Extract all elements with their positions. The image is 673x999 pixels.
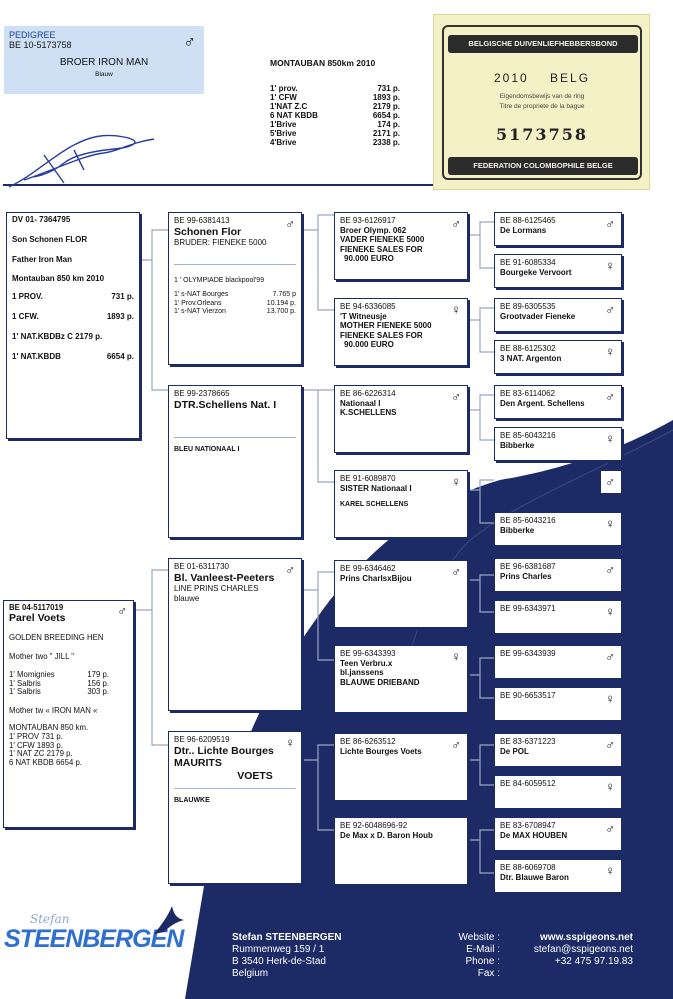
male-icon: ♂: [285, 216, 295, 231]
ring-number: BE 04-5117019: [9, 603, 64, 612]
pigeon-name: Schonen Flor: [174, 225, 242, 238]
gen4-card: [494, 298, 622, 332]
pedigree-label-box: [4, 26, 204, 94]
gen3-card: [334, 560, 468, 628]
result-row: 4'Brive 2338 p.: [270, 138, 400, 147]
pigeon-note: Teen Verbru.x: [340, 658, 393, 668]
pigeon-note: 1 ' OLYMPIADE blackpool'99: [174, 276, 265, 284]
pigeon-note: MAURITS: [174, 757, 222, 770]
pigeon-name: Den Argent. Schellens: [500, 398, 585, 408]
footer-address: Rummenweg 159 / 1: [232, 944, 325, 955]
male-icon: ♂: [117, 603, 127, 618]
result-row: 5'Brive 2171 p.: [270, 129, 400, 138]
pigeon-note: VOETS: [237, 769, 273, 782]
gen4-card: [494, 600, 622, 634]
pigeon-name: Prins Charles: [500, 571, 552, 581]
pigeon-note: blauwe: [174, 593, 200, 603]
pigeon-name: Bourgeke Vervoort: [500, 267, 572, 277]
certificate-number: 5173758: [496, 125, 588, 144]
gen4-card: [494, 385, 622, 419]
male-icon: ♂: [183, 32, 196, 51]
result-row: 1'NAT Z.C 2179 p.: [270, 102, 400, 111]
phone-number: +32 475 97.19.83: [554, 956, 633, 967]
ring-number: DV 01- 7364795: [12, 215, 71, 224]
pigeon-name: Grootvader Fieneke: [500, 311, 576, 321]
ring-number: BE 88-6125465: [500, 216, 556, 225]
ring-number: BE 85-6043216: [500, 516, 556, 525]
pigeon-name: Dtr.. Lichte Bourges: [174, 744, 274, 757]
pedigree-label: PEDIGREE: [9, 30, 56, 40]
pigeon-name: Bibberke: [500, 525, 535, 535]
gen4-card: [494, 775, 622, 809]
gen3-card: [334, 817, 468, 885]
gen3-card: [334, 385, 468, 453]
female-icon: ♀: [451, 474, 461, 489]
dam-line: 1' CFW 1893 p.: [9, 740, 63, 750]
ring-number: BE 84-6059512: [500, 779, 556, 788]
gen2-card: [168, 558, 302, 711]
ring-number: BE 93-6126917: [340, 216, 396, 225]
ring-number: BE 96-6209519: [174, 735, 230, 744]
pigeon-name: De MAX HOUBEN: [500, 830, 568, 840]
pigeon-note: SISTER Nationaal I: [340, 483, 412, 493]
sire-card: [6, 212, 140, 439]
gen4-card: [494, 817, 622, 851]
pigeon-note: FIENEKE SALES FOR: [340, 330, 423, 340]
certificate-top-bar: BELGISCHE DUIVENLIEFHEBBERSBOND: [448, 35, 638, 53]
ring-number: BE 92-6048696-92: [340, 821, 408, 830]
dam-line: MONTAUBAN 850 km.: [9, 723, 89, 733]
pigeon-note: 'T Witneusje: [340, 311, 387, 321]
gen3-card: [334, 645, 468, 713]
female-icon: ♀: [451, 302, 461, 317]
pigeon-name: Dtr. Blauwe Baron: [500, 872, 569, 882]
male-icon: ♂: [285, 562, 295, 577]
pigeon-note: bl.janssens: [340, 668, 384, 678]
sire-line: Father Iron Man: [12, 254, 73, 264]
result-row: 1' CFW 1893 p.: [270, 93, 400, 102]
result-row: 1' NAT.KBDBz C 2179 p.: [12, 331, 103, 341]
dam-line: Mother two " JILL ": [9, 651, 75, 661]
male-icon: ♂: [605, 216, 615, 231]
male-icon: ♂: [605, 389, 615, 404]
footer-label: Fax :: [477, 968, 500, 979]
male-icon: ♂: [451, 564, 461, 579]
male-icon: ♂: [605, 649, 615, 664]
ring-number: BE 85-6043216: [500, 431, 556, 440]
gen4-card: [494, 733, 622, 767]
certificate-bottom-bar: FEDERATION COLOMBOPHILE BELGE: [448, 157, 638, 175]
footer-label: E-Mail :: [466, 944, 500, 955]
male-icon: ♂: [605, 562, 615, 577]
dam-card: [3, 600, 134, 828]
sire-line: Son Schonen FLOR: [12, 234, 88, 244]
gen3-card: [334, 470, 468, 538]
pigeon-name: De Lormans: [500, 225, 547, 235]
ring-number: BE 99-6343971: [500, 604, 556, 613]
gen3-card: [334, 733, 468, 801]
pigeon-color: Blauw: [95, 71, 113, 78]
result-row: 1'Brive 174 p.: [270, 120, 400, 129]
dam-line: 6 NAT KBDB 6654 p.: [9, 757, 82, 767]
pigeon-note: Lichte Bourges Voets: [340, 746, 422, 756]
female-icon: ♀: [605, 258, 615, 273]
result-row: 1' s-NAT Bourges 7.765 p: [174, 291, 296, 299]
ring-number: BE 94-6336085: [340, 302, 396, 311]
pigeon-name: Bl. Vanleest-Peeters: [174, 571, 275, 584]
dam-line: Mother tw « IRON MAN «: [9, 705, 98, 715]
bird-icon: [150, 898, 190, 938]
ring-number: BE 91-6089870: [340, 474, 396, 483]
result-row: 1' Salbris 303 p.: [9, 687, 109, 697]
ring-number: BE 83-6708947: [500, 821, 556, 830]
pigeon-name: Parel Voets: [9, 611, 66, 624]
male-icon: ♂: [451, 216, 461, 231]
pigeon-note: Prins CharlsxBijou: [340, 573, 412, 583]
ring-number: BE 01-6311730: [174, 562, 230, 571]
result-row: 1' Momignies 179 p.: [9, 670, 109, 680]
certificate-line-2: Titre de propriete de la bague: [499, 103, 585, 110]
pigeon-name: BROER IRON MAN: [59, 57, 149, 68]
gen3-card: [334, 298, 468, 366]
female-icon: ♀: [605, 691, 615, 706]
results-title: MONTAUBAN 850km 2010: [270, 58, 376, 68]
gen3-card: [334, 212, 468, 280]
pigeon-note: K.SCHELLENS: [340, 408, 397, 418]
female-icon: ♀: [605, 431, 615, 446]
pigeon-note: BLAUWE DRIEBAND: [340, 677, 420, 687]
male-icon: ♂: [605, 737, 615, 752]
female-icon: ♀: [605, 604, 615, 619]
ring-number: BE 96-6381687: [500, 562, 556, 571]
dam-line: 1' PROV 731 p.: [9, 732, 63, 742]
result-row: 1' NAT.KBDB 6654 p.: [12, 351, 134, 361]
footer-address: B 3540 Herk-de-Stad: [232, 956, 326, 967]
pigeon-note: De Max x D. Baron Houb: [340, 830, 433, 840]
male-icon: ♂: [605, 474, 615, 489]
pigeon-name: Bibberke: [500, 440, 535, 450]
brand-logo: STEENBERGEN: [4, 925, 184, 953]
female-icon: ♀: [285, 735, 295, 750]
male-icon: ♂: [605, 302, 615, 317]
gen4-card: [494, 340, 622, 374]
male-icon: ♂: [605, 821, 615, 836]
ring-number: BE 99-6343939: [500, 649, 556, 658]
ring-number: BE 86-6263512: [340, 737, 396, 746]
female-icon: ♀: [605, 344, 615, 359]
ring-number: BE 90-6653517: [500, 691, 556, 700]
pigeon-note: 90.000 EURO: [344, 254, 394, 264]
ring-number: BE 99-6346462: [340, 564, 396, 573]
signature: [4, 125, 164, 195]
gen4-card: [494, 254, 622, 288]
footer-label: Phone :: [465, 956, 500, 967]
pigeon-note: Nationaal I: [340, 398, 381, 408]
race-results: [270, 58, 400, 147]
female-icon: ♀: [605, 516, 615, 531]
female-icon: ♀: [605, 863, 615, 878]
female-icon: ♀: [451, 649, 461, 664]
result-row: 6 NAT KBDB 6654 p.: [270, 111, 400, 120]
pigeon-name: De POL: [500, 746, 529, 756]
sire-line: Montauban 850 km 2010: [12, 274, 105, 284]
gen4-card: [494, 687, 622, 721]
pigeon-name: 3 NAT. Argenton: [500, 353, 562, 363]
result-row: 1' Salbris 156 p.: [9, 678, 109, 688]
website-link[interactable]: www.sspigeons.net: [540, 932, 633, 943]
result-row: 1' Prov.Orleans 10.194 p.: [174, 299, 296, 307]
ring-number: BE 83-6371223: [500, 737, 556, 746]
footer-label: Website :: [458, 932, 500, 943]
pigeon-note: BLAUWKE: [174, 797, 210, 805]
certificate-year: 2010 BELG: [493, 71, 591, 85]
ring-number: BE 99-6343393: [340, 649, 396, 658]
footer-address: Belgium: [232, 968, 269, 979]
result-row: 1 CFW. 1893 p.: [12, 311, 134, 321]
pigeon-note: KAREL SCHELLENS: [340, 501, 409, 509]
ring-number: BE 99-6381413: [174, 216, 230, 225]
ring-number: BE 99-2378665: [174, 389, 230, 398]
pigeon-note: Broer Olymp. 062: [340, 225, 407, 235]
gen4-card: [494, 427, 622, 461]
pigeon-note: 90.000 EURO: [344, 340, 394, 350]
female-icon: ♀: [605, 779, 615, 794]
ring-number: BE 88-6069708: [500, 863, 556, 872]
pigeon-note: BRUDER: FIENEKE 5000: [174, 238, 267, 248]
male-icon: ♂: [451, 389, 461, 404]
result-row: 1 PROV. 731 p.: [12, 292, 134, 302]
gen4-card: [494, 558, 622, 592]
ring-certificate: [433, 14, 650, 190]
result-row: 1' s-NAT Vierzon 13.700 p.: [174, 307, 296, 315]
footer-name: Stefan STEENBERGEN: [232, 932, 342, 943]
email-link[interactable]: stefan@sspigeons.net: [533, 944, 633, 955]
ring-number: BE 10-5173758: [9, 40, 72, 50]
male-icon: ♂: [451, 737, 461, 752]
ring-number: BE 86-6226314: [340, 389, 396, 398]
gen2-card: [168, 212, 302, 365]
pigeon-note: VADER FIENEKE 5000: [340, 235, 425, 245]
gen4-card: [600, 470, 622, 494]
ring-number: BE 89-6305535: [500, 302, 556, 311]
gen2-card: [168, 731, 302, 884]
dam-line: 1' NAT ZC 2179 p.: [9, 749, 73, 759]
gen4-card: [494, 645, 622, 679]
pigeon-note: MOTHER FIENEKE 5000: [340, 321, 432, 331]
pigeon-note: BLEU NATIONAAL I: [174, 446, 240, 454]
certificate-line-1: Eigendomsbewijs van de ring: [499, 93, 585, 100]
gen4-card: [494, 212, 622, 246]
logo-script: Stefan: [30, 912, 70, 926]
pigeon-name: DTR.Schellens Nat. I: [174, 398, 277, 411]
pigeon-note: FIENEKE SALES FOR: [340, 244, 423, 254]
pigeon-note: LINE PRINS CHARLES: [174, 584, 259, 594]
ring-number: BE 91-6085334: [500, 258, 556, 267]
dam-line: GOLDEN BREEDING HEN: [9, 633, 104, 643]
gen4-card: [494, 512, 622, 546]
ring-number: BE 88-6125302: [500, 344, 556, 353]
result-row: 1' prov. 731 p.: [270, 84, 400, 93]
ring-number: BE 83-6114062: [500, 389, 556, 398]
gen2-card: [168, 385, 302, 538]
